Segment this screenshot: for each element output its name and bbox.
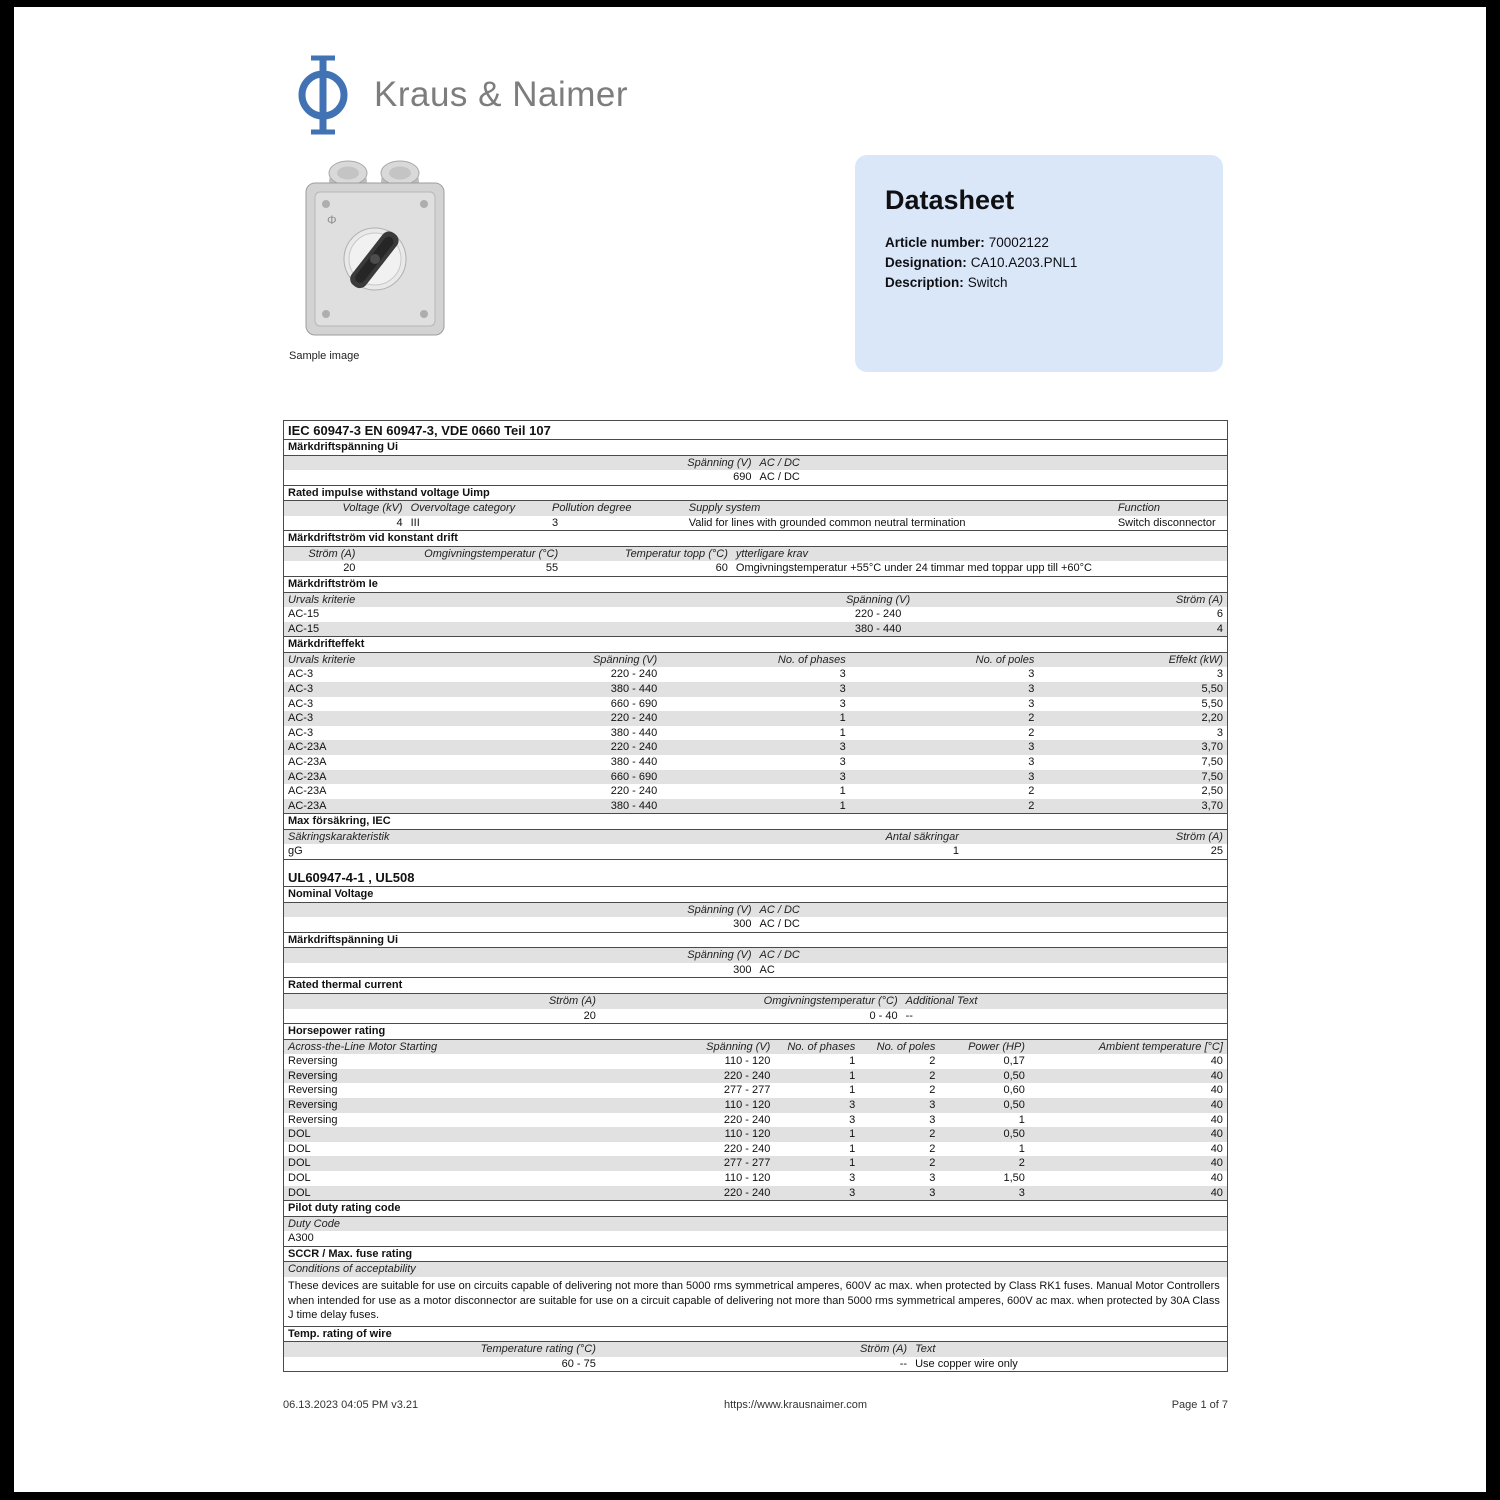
column-header-cell: Antal säkringar — [885, 830, 959, 843]
table-cell: 3 — [1028, 683, 1035, 696]
section-header: IEC 60947-3 EN 60947-3, VDE 0660 Teil 107 — [284, 421, 1227, 440]
table-cell: Reversing — [288, 1099, 338, 1111]
table-row — [284, 726, 1227, 741]
column-header-cell: Temperature rating (°C) — [480, 1343, 596, 1356]
table-row — [284, 755, 1227, 770]
product-sample — [286, 157, 486, 362]
field-label: Designation: — [885, 255, 967, 270]
table-cell: 0,17 — [1003, 1055, 1025, 1068]
column-header-cell: No. of poles — [975, 653, 1035, 666]
table-cell: 3 — [839, 683, 846, 696]
column-header-row — [284, 903, 1227, 918]
table-cell: 5,50 — [1201, 697, 1223, 710]
table-row — [284, 1113, 1227, 1128]
column-header-cell: Spänning (V) — [592, 653, 658, 666]
table-row — [284, 622, 1227, 637]
column-header-row — [284, 1040, 1227, 1055]
table-cell: 2 — [929, 1055, 936, 1068]
table-cell: 220 - 240 — [723, 1142, 771, 1155]
column-header-cell: Conditions of acceptability — [288, 1263, 416, 1276]
table-cell: 1 — [839, 726, 846, 739]
table-cell: 25 — [1210, 845, 1223, 858]
column-header-row — [284, 1342, 1227, 1357]
table-cell: 2 — [1028, 785, 1035, 798]
table-cell: 2,50 — [1201, 785, 1223, 798]
table-cell: 2 — [1028, 726, 1035, 739]
table-row — [284, 1231, 1227, 1246]
table-cell: 1 — [849, 1084, 856, 1097]
table-cell: III — [410, 516, 420, 529]
table-cell: 2 — [1028, 799, 1035, 812]
table-cell: -- — [905, 1009, 913, 1022]
column-header-cell: Omgivningstemperatur (°C) — [424, 547, 559, 560]
table-cell: 1 — [952, 845, 959, 858]
column-header-row — [284, 1217, 1227, 1232]
table-cell: 220 - 240 — [723, 1113, 771, 1126]
column-header-cell: Spänning (V) — [687, 903, 752, 916]
table-cell: 690 — [733, 471, 752, 484]
section-header: Märkdriftström vid konstant drift — [284, 530, 1227, 547]
column-header-cell: Text — [915, 1343, 936, 1356]
column-header-cell: Omgivningstemperatur (°C) — [763, 994, 898, 1007]
table-cell: 300 — [733, 963, 752, 976]
table-cell: 660 - 690 — [610, 697, 658, 710]
table-cell: 220 - 240 — [723, 1069, 771, 1082]
column-header-cell: Urvals kriterie — [288, 653, 356, 666]
table-cell: 220 - 240 — [610, 668, 658, 681]
section-header: Nominal Voltage — [284, 887, 1227, 903]
table-cell: 380 - 440 — [610, 683, 658, 696]
table-cell: 40 — [1210, 1084, 1223, 1097]
table-cell: 1 — [839, 785, 846, 798]
table-cell: 40 — [1210, 1055, 1223, 1068]
table-cell: AC / DC — [759, 918, 800, 931]
table-row — [284, 844, 1227, 859]
table-row — [284, 1142, 1227, 1157]
table-cell: 3 — [929, 1113, 936, 1126]
table-cell: AC-23A — [288, 756, 327, 768]
table-row — [284, 1156, 1227, 1171]
table-cell: 2 — [929, 1084, 936, 1097]
table-cell: Reversing — [288, 1113, 338, 1126]
table-cell: 5,50 — [1201, 683, 1223, 696]
table-row — [284, 697, 1227, 712]
table-row — [284, 607, 1227, 622]
table-cell: DOL — [288, 1142, 311, 1155]
section-header: Rated impulse withstand voltage Uimp — [284, 485, 1227, 502]
table-cell: 40 — [1210, 1186, 1223, 1199]
table-cell: 0,60 — [1003, 1084, 1025, 1097]
table-cell: 220 - 240 — [723, 1186, 771, 1199]
column-header-row — [284, 547, 1227, 562]
table-cell: AC-3 — [288, 726, 314, 739]
table-cell: 110 - 120 — [724, 1099, 771, 1111]
column-header-cell: Supply system — [688, 502, 761, 515]
column-header-cell: Power (HP) — [968, 1040, 1025, 1053]
footer-page-number: Page 1 of 7 — [1171, 1399, 1228, 1411]
section-header: SCCR / Max. fuse rating — [284, 1246, 1227, 1263]
footer-date-version: 06.13.2023 04:05 PM v3.21 — [283, 1399, 419, 1411]
column-header-cell: Across-the-Line Motor Starting — [288, 1040, 438, 1053]
table-cell: 1 — [849, 1157, 856, 1170]
table-cell: AC — [759, 963, 775, 976]
article-number-field — [885, 233, 1193, 253]
table-cell: Use copper wire only — [915, 1357, 1018, 1370]
column-header-cell: AC / DC — [759, 903, 800, 916]
switch-product-image — [300, 157, 450, 342]
table-row — [284, 682, 1227, 697]
column-header-cell: Additional Text — [905, 994, 978, 1007]
spec-table — [283, 420, 1228, 1372]
section-header: Max försäkring, IEC — [284, 813, 1227, 830]
column-header-cell: Ström (A) — [860, 1343, 908, 1356]
section-header: Märkdriftspänning Ui — [284, 932, 1227, 949]
table-cell: 3,70 — [1201, 799, 1223, 812]
section-header: Märkdrifteffekt — [284, 636, 1227, 653]
table-cell: 60 - 75 — [561, 1357, 596, 1370]
column-header-cell: AC / DC — [759, 456, 800, 469]
table-cell: 2 — [929, 1142, 936, 1155]
table-cell: AC-3 — [288, 697, 314, 710]
table-cell: 3 — [839, 741, 846, 754]
svg-text:Φ: Φ — [327, 213, 337, 227]
datasheet-card — [855, 155, 1223, 372]
table-cell: 1 — [1018, 1142, 1025, 1155]
table-cell: Reversing — [288, 1055, 338, 1068]
table-row — [284, 667, 1227, 682]
section-header: UL60947-4-1 , UL508 — [284, 859, 1227, 887]
table-cell: 380 - 440 — [854, 622, 902, 635]
table-cell: AC-3 — [288, 712, 314, 725]
table-row — [284, 740, 1227, 755]
column-header-cell: No. of phases — [787, 1040, 856, 1053]
description-field — [885, 273, 1193, 293]
table-row — [284, 1069, 1227, 1084]
table-cell: AC-15 — [288, 622, 320, 635]
page-footer — [283, 1399, 1228, 1415]
table-cell: 3 — [1028, 756, 1035, 768]
table-row — [284, 799, 1227, 814]
table-cell: 110 - 120 — [724, 1171, 771, 1184]
table-cell: Reversing — [288, 1084, 338, 1097]
table-cell: DOL — [288, 1157, 311, 1170]
table-row — [284, 1357, 1227, 1372]
table-cell: 40 — [1210, 1113, 1223, 1126]
table-cell: 1,50 — [1003, 1171, 1025, 1184]
table-cell: 0,50 — [1003, 1099, 1025, 1111]
table-paragraph: These devices are suitable for use on circuits capable of delivering not more than 5000 rms symmetrical amperes, 600V ac max. when protected by Class RK1 fuses. Manual Motor Controllers when intended for use as a motor disconnector are suitable for use on a circuit capable of delivering not more than 5000 rms symmetrical amperes, 600V ac max. when protected by 30A Class J time delay fuses. — [284, 1277, 1227, 1326]
field-label: Article number: — [885, 235, 985, 250]
table-cell: 3 — [849, 1186, 856, 1199]
table-cell: 2 — [929, 1069, 936, 1082]
table-cell: 3 — [839, 770, 846, 783]
table-cell: 3 — [839, 668, 846, 681]
column-header-cell: Säkringskarakteristik — [288, 830, 390, 843]
table-row — [284, 561, 1227, 576]
table-cell: 40 — [1210, 1099, 1223, 1111]
column-header-cell: ytterligare krav — [735, 547, 809, 560]
column-header-row — [284, 830, 1227, 845]
logo — [292, 53, 628, 137]
column-header-cell: No. of phases — [777, 653, 846, 666]
table-row — [284, 1098, 1227, 1113]
table-cell: Reversing — [288, 1069, 338, 1082]
table-cell: AC-23A — [288, 799, 327, 812]
column-header-row — [284, 653, 1227, 668]
column-header-cell: Voltage (kV) — [342, 502, 403, 515]
table-cell: 7,50 — [1201, 756, 1223, 768]
column-header-cell: Spänning (V) — [706, 1040, 771, 1053]
table-cell: DOL — [288, 1171, 311, 1184]
logo-text: Kraus & Naimer — [374, 75, 629, 114]
card-title: Datasheet — [885, 185, 1015, 215]
table-row — [284, 516, 1227, 531]
table-cell: 220 - 240 — [610, 785, 658, 798]
table-row — [284, 1186, 1227, 1201]
table-cell: 20 — [583, 1009, 596, 1022]
table-cell: DOL — [288, 1186, 311, 1199]
table-cell: 40 — [1210, 1142, 1223, 1155]
column-header-cell: Urvals kriterie — [288, 593, 356, 606]
footer-url-link[interactable]: https://www.krausnaimer.com — [724, 1399, 868, 1411]
table-cell: 660 - 690 — [610, 770, 658, 783]
table-row — [284, 770, 1227, 785]
table-cell: 40 — [1210, 1128, 1223, 1141]
table-row — [284, 963, 1227, 978]
table-cell: 300 — [733, 918, 752, 931]
designation-field — [885, 253, 1193, 273]
column-header-cell: Pollution degree — [552, 502, 632, 515]
column-header-cell: AC / DC — [759, 949, 800, 962]
table-cell: AC / DC — [759, 471, 800, 484]
table-cell: 2 — [1028, 712, 1035, 725]
table-cell: 1 — [849, 1128, 856, 1141]
table-cell: 3 — [1216, 668, 1223, 681]
table-cell: 1 — [849, 1069, 856, 1082]
table-cell: 3 — [929, 1171, 936, 1184]
table-cell: 220 - 240 — [854, 608, 902, 621]
column-header-cell: Ström (A) — [1175, 593, 1223, 606]
table-cell: Omgivningstemperatur +55°C under 24 timmar med toppar upp till +60°C — [735, 562, 1092, 575]
table-row — [284, 917, 1227, 932]
column-header-cell: Effekt (kW) — [1168, 653, 1223, 666]
table-cell: 2 — [1018, 1157, 1025, 1170]
table-row — [284, 784, 1227, 799]
table-cell: 3 — [1028, 741, 1035, 754]
column-header-row — [284, 948, 1227, 963]
column-header-cell: Ström (A) — [548, 994, 596, 1007]
table-row — [284, 1127, 1227, 1142]
table-cell: 3,70 — [1201, 741, 1223, 754]
table-cell: 55 — [545, 562, 559, 575]
column-header-cell: Duty Code — [288, 1217, 340, 1230]
table-cell: 277 - 277 — [723, 1084, 771, 1097]
section-header: Horsepower rating — [284, 1023, 1227, 1040]
field-value: Switch — [967, 275, 1008, 290]
column-header-cell: No. of poles — [876, 1040, 936, 1053]
table-row — [284, 1083, 1227, 1098]
table-cell: 1 — [839, 799, 846, 812]
table-cell: AC-3 — [288, 668, 314, 681]
section-header: Märkdriftström Ie — [284, 576, 1227, 593]
table-cell: 3 — [849, 1113, 856, 1126]
table-cell: 2 — [929, 1157, 936, 1170]
table-cell: 6 — [1216, 608, 1223, 621]
table-cell: 110 - 120 — [724, 1055, 771, 1068]
field-value: 70002122 — [988, 235, 1049, 250]
table-row — [284, 1054, 1227, 1069]
table-cell: 3 — [929, 1186, 936, 1199]
table-cell: 3 — [1028, 668, 1035, 681]
table-cell: 3 — [1028, 697, 1035, 710]
table-row — [284, 1171, 1227, 1186]
table-cell: 380 - 440 — [610, 799, 658, 812]
table-cell: AC-23A — [288, 741, 327, 754]
table-cell: 380 - 440 — [610, 756, 658, 768]
table-row — [284, 470, 1227, 485]
table-cell: 3 — [552, 516, 559, 529]
table-cell: 1 — [849, 1055, 856, 1068]
column-header-row — [284, 501, 1227, 516]
table-cell: AC-15 — [288, 608, 320, 621]
table-cell: 40 — [1210, 1171, 1223, 1184]
section-header: Pilot duty rating code — [284, 1200, 1227, 1217]
table-cell: 3 — [839, 697, 846, 710]
datasheet-page — [14, 7, 1486, 1492]
table-cell: 3 — [1216, 726, 1223, 739]
table-cell: 0 - 40 — [869, 1009, 898, 1022]
table-cell: 1 — [839, 712, 846, 725]
table-cell: 277 - 277 — [723, 1157, 771, 1170]
section-header: Temp. rating of wire — [284, 1326, 1227, 1343]
table-cell: 1 — [1018, 1113, 1025, 1126]
table-cell: 1 — [849, 1142, 856, 1155]
table-cell: 3 — [1028, 770, 1035, 783]
column-header-cell: Function — [1117, 502, 1161, 515]
table-cell: 40 — [1210, 1069, 1223, 1082]
table-cell: 380 - 440 — [610, 726, 658, 739]
table-cell: A300 — [288, 1232, 314, 1245]
column-header-cell: Temperatur topp (°C) — [624, 547, 728, 560]
table-cell: DOL — [288, 1128, 311, 1141]
table-cell: 2,20 — [1201, 712, 1223, 725]
table-cell: 4 — [1216, 622, 1223, 635]
table-cell: 3 — [929, 1099, 936, 1111]
table-cell: Switch disconnector — [1117, 516, 1216, 529]
column-header-row — [284, 456, 1227, 471]
column-header-cell: Overvoltage category — [410, 502, 516, 515]
table-cell: 40 — [1210, 1157, 1223, 1170]
table-cell: 220 - 240 — [610, 712, 658, 725]
table-cell: AC-23A — [288, 785, 327, 798]
table-row — [284, 1009, 1227, 1024]
table-cell: 20 — [343, 562, 356, 575]
table-cell: gG — [288, 845, 303, 858]
table-cell: 60 — [715, 562, 728, 575]
table-cell: 3 — [849, 1099, 856, 1111]
column-header-cell: Ambient temperature [°C] — [1098, 1040, 1223, 1053]
table-cell: 0,50 — [1003, 1069, 1025, 1082]
column-header-cell: Spänning (V) — [687, 949, 752, 962]
column-header-row — [284, 1262, 1227, 1277]
column-header-cell: Ström (A) — [308, 547, 356, 560]
table-cell: AC-3 — [288, 683, 314, 696]
column-header-row — [284, 994, 1227, 1009]
table-row — [284, 711, 1227, 726]
table-cell: 110 - 120 — [724, 1128, 771, 1141]
kraus-naimer-phi-icon — [292, 53, 354, 137]
table-cell: -- — [899, 1357, 908, 1370]
table-cell: 3 — [839, 756, 846, 768]
table-cell: 7,50 — [1201, 770, 1223, 783]
column-header-cell: Spänning (V) — [687, 456, 752, 469]
sample-image-caption: Sample image — [289, 350, 360, 362]
section-header: Rated thermal current — [284, 977, 1227, 994]
table-cell: AC-23A — [288, 770, 327, 783]
column-header-row — [284, 593, 1227, 608]
table-cell: 220 - 240 — [610, 741, 658, 754]
field-value: CA10.A203.PNL1 — [970, 255, 1078, 270]
table-cell: 3 — [849, 1171, 856, 1184]
table-cell: 2 — [929, 1128, 936, 1141]
section-header: Märkdriftspänning Ui — [284, 440, 1227, 456]
table-cell: Valid for lines with grounded common neutral termination — [688, 516, 966, 529]
field-label: Description: — [885, 275, 964, 290]
table-cell: 3 — [1018, 1186, 1025, 1199]
column-header-cell: Spänning (V) — [845, 593, 911, 606]
table-cell: 0,50 — [1003, 1128, 1025, 1141]
table-cell: 4 — [396, 516, 403, 529]
column-header-cell: Ström (A) — [1175, 830, 1223, 843]
